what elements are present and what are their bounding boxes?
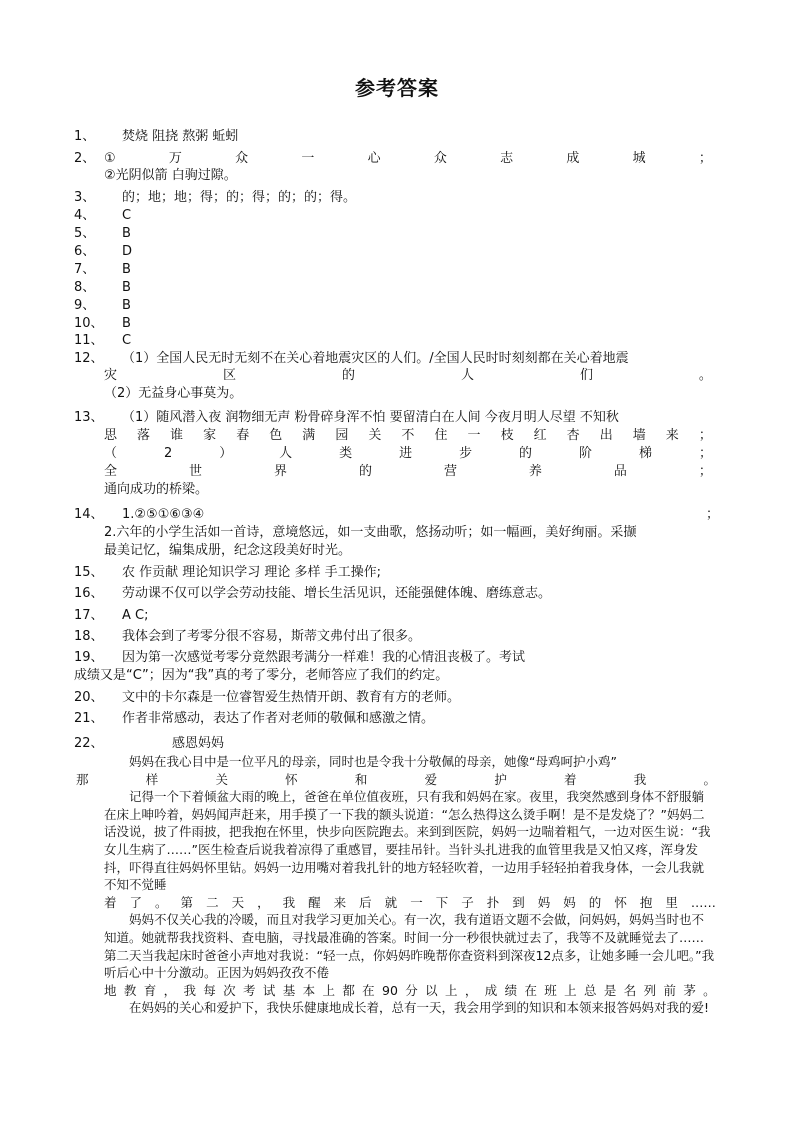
- spread-char: 万: [168, 151, 182, 166]
- answer-text: B: [122, 316, 131, 331]
- answer-number: 11、: [74, 333, 104, 348]
- spread-char: 们: [579, 368, 593, 383]
- answer-text: 农 作贡献 理论知识学习 理论 多样 手工操作;: [122, 565, 382, 580]
- spread-char: 我: [183, 982, 196, 998]
- answer-19-line2: 成绩又是“C”；因为“我”真的考了零分，老师答应了我们的约定。: [74, 668, 449, 683]
- answer-number: 4、: [74, 208, 96, 223]
- spread-char: 总: [584, 982, 597, 998]
- spread-char: 落: [137, 428, 151, 443]
- spread-char: 关: [368, 428, 382, 443]
- spread-char: 怀: [614, 894, 627, 910]
- spread-char: 怀: [285, 771, 298, 787]
- answer-2-line2: ②光阴似箭 白驹过隙。: [104, 168, 237, 183]
- spread-char: ；: [698, 151, 712, 166]
- spread-char: 众: [433, 151, 447, 166]
- spread-char: ；: [698, 446, 712, 461]
- answer-text: C: [122, 333, 132, 348]
- spread-char: 和: [354, 771, 368, 787]
- spread-char: 在: [524, 982, 537, 998]
- answer-number: 12、: [74, 351, 104, 366]
- spread-char: 就: [384, 894, 398, 910]
- essay-paragraph-3-end: [104, 982, 716, 1000]
- spread-char: 品: [613, 464, 627, 479]
- spread-char: 世: [188, 464, 202, 479]
- spread-char: 爱: [424, 771, 438, 787]
- answer-text: 作者非常感动，表达了作者对老师的敬佩和感激之情。: [122, 711, 435, 726]
- spread-char: 的: [358, 464, 372, 479]
- spread-char: 子: [461, 894, 474, 910]
- answer-number: 15、: [74, 565, 104, 580]
- spread-char: 家: [203, 428, 217, 443]
- answer-number: 16、: [74, 586, 104, 601]
- answer-number: 20、: [74, 690, 104, 705]
- spread-char: 红: [533, 428, 547, 443]
- spread-char: 成: [484, 982, 498, 998]
- answer-text: B: [122, 262, 131, 277]
- answer-number: 7、: [74, 262, 96, 277]
- answer-number: 17、: [74, 608, 104, 623]
- answer-18: [74, 628, 421, 645]
- spread-char: 营: [443, 464, 457, 479]
- answer-text: D: [122, 244, 133, 259]
- spread-char: 到: [512, 894, 525, 910]
- answer-text: 的；地；地；得；的；得；的；的；得。: [122, 190, 357, 205]
- spread-char: 抱: [639, 894, 653, 910]
- answer-number: 8、: [74, 280, 96, 295]
- answer-12-line2: [104, 367, 712, 384]
- essay-paragraph-1: 妈妈在我心目中是一位平凡的母亲，同时也是令我十分敬佩的母亲，她像“母鸡呵护小鸡”: [129, 754, 617, 769]
- spread-char: 着: [104, 894, 117, 910]
- spread-char: 醒: [308, 894, 321, 910]
- spread-char: 不: [401, 428, 415, 443]
- answer-number: 19、: [74, 650, 104, 665]
- spread-char: 妈: [563, 894, 576, 910]
- spread-char: 城: [632, 151, 646, 166]
- essay-paragraph-3: 妈妈不仅关心我的冷暖，而且对我学习更加关心。有一次，我有道语文题不会做，问妈妈，妈妈当时也不知道。她就帮我找资料、查电脑，寻找最准确的答案。时间一分一秒很快就过去了，我等不及就睡觉去了……第二天当我起床时爸爸小声地对我说：“轻一点，你妈妈昨晚帮你查资料到深夜12点多，让她多睡一会儿吧。”我听后心中十分激动。正因为妈妈孜孜不倦: [104, 912, 715, 981]
- answer-13-line5: 通向成功的桥梁。: [104, 482, 209, 497]
- spread-char: 前: [663, 982, 676, 998]
- spread-char: 基: [282, 982, 296, 998]
- answer-13: [74, 409, 619, 426]
- spread-char: 育: [143, 982, 157, 998]
- spread-char: 分: [405, 982, 418, 998]
- answer-number: 21、: [74, 711, 104, 726]
- spread-char: 杏: [566, 428, 580, 443]
- spread-char: 人: [279, 446, 293, 461]
- spread-char: 众: [235, 151, 249, 166]
- essay-paragraph-4: 在妈妈的关心和爱护下，我快乐健康地成长着，总有一天，我会用学到的知识和本领来报答妈妈对我的爱!: [129, 1000, 710, 1016]
- spread-char: 的: [341, 368, 355, 383]
- spread-char: 关: [215, 771, 228, 787]
- answer-text: （1）随风潜入夜 润物细无声 粉骨碎身浑不怕 要留清白在人间 今夜月明人尽望 不知秋: [122, 410, 619, 425]
- spread-char: 步: [459, 446, 473, 461]
- page-title: 参考答案: [355, 76, 439, 100]
- spread-char: 区: [222, 368, 236, 383]
- answer-text: 劳动课不仅可以学会劳动技能、增长生活见识，还能强健体魄、磨练意志。: [122, 586, 552, 601]
- answer-6: [74, 243, 132, 260]
- essay-title: 感恩妈妈: [172, 736, 225, 751]
- spread-char: ；: [698, 428, 712, 443]
- answer-text: B: [122, 226, 131, 241]
- answer-5: [74, 225, 131, 242]
- spread-char: 上: [564, 982, 577, 998]
- answer-number: 13、: [74, 410, 104, 425]
- spread-char: 。: [698, 368, 712, 383]
- spread-char: 试: [262, 982, 276, 998]
- answer-20: [74, 689, 460, 706]
- spread-char: 上: [445, 982, 458, 998]
- answer-text: A C;: [122, 608, 149, 623]
- answer-14-line1-end: ；: [706, 507, 720, 522]
- answer-13-line4: [104, 463, 712, 480]
- spread-char: 后: [359, 894, 372, 910]
- spread-char: ；: [698, 464, 712, 479]
- spread-char: 护: [494, 771, 507, 787]
- spread-char: ，: [257, 894, 270, 910]
- essay-paragraph-1-end: [76, 771, 716, 789]
- answer-text: （1）全国人民无时无刻不在关心着地震灾区的人们。/全国人民时时刻刻都在关心着地震: [122, 351, 629, 366]
- spread-char: 阶: [579, 446, 593, 461]
- answer-14-line3: 最美记忆，编集成册，纪念这段美好时光。: [104, 543, 352, 558]
- spread-char: 90: [382, 982, 398, 998]
- spread-char: ①: [104, 151, 116, 166]
- spread-char: 墙: [632, 428, 646, 443]
- spread-char: 一: [301, 151, 315, 166]
- essay-paragraph-2-end: [104, 894, 716, 912]
- answer-number: 18、: [74, 629, 104, 644]
- spread-char: 上: [322, 982, 335, 998]
- spread-char: 梯: [638, 446, 652, 461]
- answer-19: [74, 649, 525, 666]
- spread-char: 里: [665, 894, 678, 910]
- spread-char: 春: [236, 428, 250, 443]
- answer-number: 5、: [74, 226, 96, 241]
- spread-char: 思: [104, 428, 118, 443]
- answer-text: C: [122, 208, 132, 223]
- spread-char: 每: [203, 982, 216, 998]
- answer-16: [74, 585, 551, 602]
- spread-char: 类: [339, 446, 353, 461]
- answer-text: 焚烧 阻挠 熬粥 蚯蚓: [122, 129, 239, 144]
- essay-paragraph-2: 记得一个下着倾盆大雨的晚上，爸爸在单位值夜班，只有我和妈妈在家。夜里，我突然感到身体不舒服躺在床上呻吟着，妈妈闻声赶来，用手摸了一下我的额头说道：“怎么热得这么烫手啊！是不是发烧了？”妈妈二话没说，披了件雨披，把我抱在怀里，快步向医院跑去。来到到医院，妈妈一边喘着粗气，一边对医生说：“我女儿生病了……”医生检查后说我着凉得了重感冒，要挂吊针。当针头扎进我的血管里我是又怕又疼，浑身发抖，吓得直往妈妈怀里钻。妈妈一边用嘴对着我扎针的地方轻轻吹着，一边用手轻轻拍着我身体，一会儿我就不知不觉睡: [104, 789, 711, 893]
- answer-3: [74, 189, 356, 206]
- essay-body: [76, 753, 716, 1017]
- answer-number: 6、: [74, 244, 96, 259]
- answer-number: 22、: [74, 736, 104, 751]
- spread-char: 养: [528, 464, 542, 479]
- spread-char: 下: [435, 894, 449, 910]
- answer-12: [74, 350, 629, 367]
- answer-text: 1.②⑤①⑥③④: [122, 507, 205, 522]
- spread-char: 妈: [537, 894, 551, 910]
- spread-char: 天: [231, 894, 245, 910]
- answer-number: 1、: [74, 129, 96, 144]
- answer-7: [74, 261, 131, 278]
- spread-char: 。: [155, 894, 168, 910]
- answer-11: [74, 332, 131, 349]
- spread-char: 人: [460, 368, 474, 383]
- spread-char: 心: [367, 151, 381, 166]
- answer-text: 文中的卡尔森是一位睿智爱生热情开朗、教育有方的老师。: [122, 690, 461, 705]
- spread-char: 一: [410, 894, 423, 910]
- answer-4: [74, 207, 131, 224]
- spread-char: 了: [129, 894, 143, 910]
- answer-14: [74, 506, 204, 523]
- spread-char: ……: [690, 894, 716, 910]
- answer-9: [74, 297, 131, 314]
- answer-21: [74, 710, 434, 727]
- answer-number: 3、: [74, 190, 96, 205]
- spread-char: 那: [76, 771, 89, 787]
- spread-char: 地: [104, 982, 117, 998]
- spread-char: 的: [519, 446, 533, 461]
- spread-char: 我: [282, 894, 296, 910]
- spread-char: ，: [163, 982, 177, 998]
- spread-char: 次: [223, 982, 236, 998]
- spread-char: 灾: [104, 368, 118, 383]
- answer-1: [74, 128, 238, 145]
- spread-char: 列: [643, 982, 657, 998]
- answer-number: 10、: [74, 316, 104, 331]
- answer-13-line2: [104, 427, 712, 444]
- spread-char: 本: [302, 982, 316, 998]
- answer-text: B: [122, 280, 131, 295]
- spread-char: 。: [703, 982, 716, 998]
- answer-13-line3: [104, 445, 712, 462]
- answer-number: 9、: [74, 298, 96, 313]
- spread-char: 绩: [504, 982, 518, 998]
- answer-17: [74, 607, 148, 624]
- spread-char: ）: [219, 446, 233, 461]
- spread-char: 成: [566, 151, 580, 166]
- spread-char: 界: [273, 464, 287, 479]
- spread-char: 出: [599, 428, 613, 443]
- answer-12-line3: （2）无益身心事莫为。: [104, 386, 243, 401]
- spread-char: 我: [633, 771, 647, 787]
- answer-15: [74, 564, 381, 581]
- spread-char: 第: [180, 894, 194, 910]
- spread-char: 茅: [683, 982, 696, 998]
- spread-char: ，: [464, 982, 478, 998]
- answer-number: 14、: [74, 507, 104, 522]
- answer-text: B: [122, 298, 131, 313]
- spread-char: 2: [163, 446, 173, 461]
- spread-char: 园: [335, 428, 349, 443]
- spread-char: 教: [123, 982, 137, 998]
- answer-8: [74, 279, 131, 296]
- spread-char: 枝: [500, 428, 514, 443]
- spread-char: 以: [425, 982, 438, 998]
- spread-char: 都: [342, 982, 355, 998]
- spread-char: 色: [269, 428, 283, 443]
- spread-char: 住: [434, 428, 448, 443]
- spread-char: 进: [399, 446, 413, 461]
- spread-char: 是: [603, 982, 617, 998]
- answer-number: 2、: [74, 151, 96, 166]
- spread-char: 志: [500, 151, 514, 166]
- spread-char: 二: [206, 894, 219, 910]
- answer-text: 我体会到了考零分很不容易，斯蒂文弗付出了很多。: [122, 629, 422, 644]
- spread-char: 在: [362, 982, 375, 998]
- spread-char: 谁: [170, 428, 184, 443]
- answer-2-line1: [104, 150, 712, 167]
- spread-char: 样: [145, 771, 159, 787]
- spread-char: 一: [467, 428, 481, 443]
- spread-char: 的: [588, 894, 602, 910]
- spread-char: 考: [243, 982, 256, 998]
- spread-char: 扑: [486, 894, 500, 910]
- answer-22: [74, 735, 224, 752]
- spread-char: 。: [703, 771, 716, 787]
- spread-char: 来: [333, 894, 347, 910]
- spread-char: 班: [544, 982, 557, 998]
- spread-char: 来: [665, 428, 679, 443]
- spread-char: 全: [104, 464, 118, 479]
- spread-char: 着: [564, 771, 577, 787]
- answer-10: [74, 315, 131, 332]
- answer-14-line2: 2.六年的小学生活如一首诗，意境悠远，如一支曲歌，悠扬动听；如一幅画，美好绚丽。采撷: [104, 525, 637, 540]
- answer-text: 因为第一次感觉考零分竟然跟考满分一样难！我的心情沮丧极了。考试: [122, 650, 526, 665]
- spread-char: 名: [623, 982, 637, 998]
- spread-char: 满: [302, 428, 316, 443]
- spread-char: （: [104, 446, 118, 461]
